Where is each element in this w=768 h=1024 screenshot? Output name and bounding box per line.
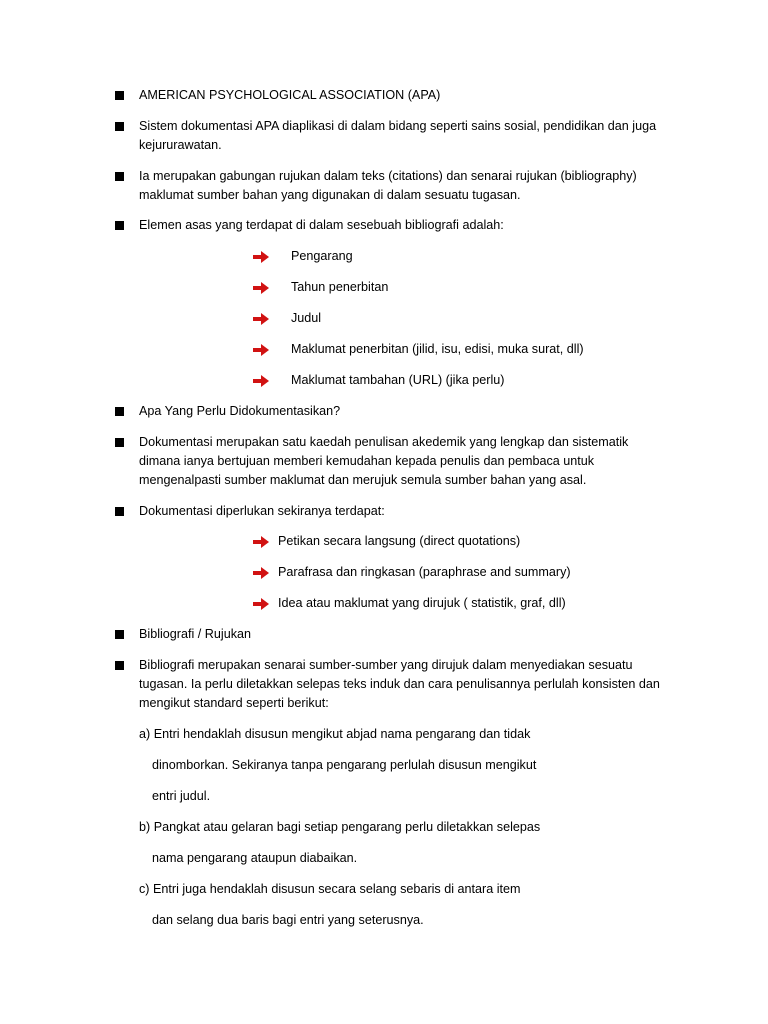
right-arrow-icon [253,313,269,325]
list-item: Pengarang [291,249,353,263]
square-bullet-icon [115,407,124,416]
square-bullet-icon [115,438,124,447]
right-arrow-icon [253,598,269,610]
paragraph-line: maklumat sumber bahan yang digunakan di dalam sesuatu tugasan. [139,188,521,202]
section-heading-apa: AMERICAN PSYCHOLOGICAL ASSOCIATION (APA) [139,88,441,102]
list-item: Idea atau maklumat yang dirujuk ( statistik, graf, dll) [278,596,566,610]
rule-a-line: dinomborkan. Sekiranya tanpa pengarang perlulah disusun mengikut [152,758,537,772]
right-arrow-icon [253,375,269,387]
square-bullet-icon [115,91,124,100]
paragraph-line: mengikut standard seperti berikut: [139,696,329,710]
rule-b-line: b) Pangkat atau gelaran bagi setiap pengarang perlu diletakkan selepas [139,820,541,834]
list-item: Judul [291,311,322,325]
list-item: Maklumat penerbitan (jilid, isu, edisi, muka surat, dll) [291,342,584,356]
paragraph-line: Ia merupakan gabungan rujukan dalam teks (citations) dan senarai rujukan (bibliography) [139,169,637,183]
rule-c-line: dan selang dua baris bagi entri yang seterusnya. [152,913,424,927]
paragraph-line: tugasan. Ia perlu diletakkan selepas teks induk dan cara penulisannya perlulah konsisten dan [139,677,660,691]
right-arrow-icon [253,344,269,356]
right-arrow-icon [253,251,269,263]
square-bullet-icon [115,221,124,230]
paragraph-line: kejururawatan. [139,138,222,152]
paragraph-line: dimana ianya bertujuan memberi kemudahan kepada penulis dan pembaca untuk [139,454,595,468]
rule-b-line: nama pengarang ataupun diabaikan. [152,851,358,865]
right-arrow-icon [253,282,269,294]
right-arrow-icon [253,536,269,548]
paragraph-line: Bibliografi merupakan senarai sumber-sumber yang dirujuk dalam menyediakan sesuatu [139,658,633,672]
list-item: Tahun penerbitan [291,280,389,294]
right-arrow-icon [253,567,269,579]
square-bullet-icon [115,122,124,131]
paragraph-line: mengenalpasti sumber maklumat dan merujuk semula sumber bahan yang asal. [139,473,587,487]
rule-c-line: c) Entri juga hendaklah disusun secara selang sebaris di antara item [139,882,521,896]
rule-a-line: a) Entri hendaklah disusun mengikut abjad nama pengarang dan tidak [139,727,531,741]
square-bullet-icon [115,630,124,639]
section-heading-dokumentasi: Apa Yang Perlu Didokumentasikan? [139,404,341,418]
list-item: Parafrasa dan ringkasan (paraphrase and summary) [278,565,571,579]
square-bullet-icon [115,661,124,670]
square-bullet-icon [115,172,124,181]
square-bullet-icon [115,507,124,516]
paragraph-line: Sistem dokumentasi APA diaplikasi di dalam bidang seperti sains sosial, pendidikan dan juga [139,119,657,133]
rule-a-line: entri judul. [152,789,211,803]
paragraph-line: Dokumentasi diperlukan sekiranya terdapat: [139,504,385,518]
list-item: Petikan secara langsung (direct quotations) [278,534,521,548]
paragraph-line: Elemen asas yang terdapat di dalam sesebuah bibliografi adalah: [139,218,504,232]
list-item: Maklumat tambahan (URL) (jika perlu) [291,373,505,387]
paragraph-line: Dokumentasi merupakan satu kaedah penulisan akedemik yang lengkap dan sistematik [139,435,629,449]
section-heading-bibliografi: Bibliografi / Rujukan [139,627,252,641]
